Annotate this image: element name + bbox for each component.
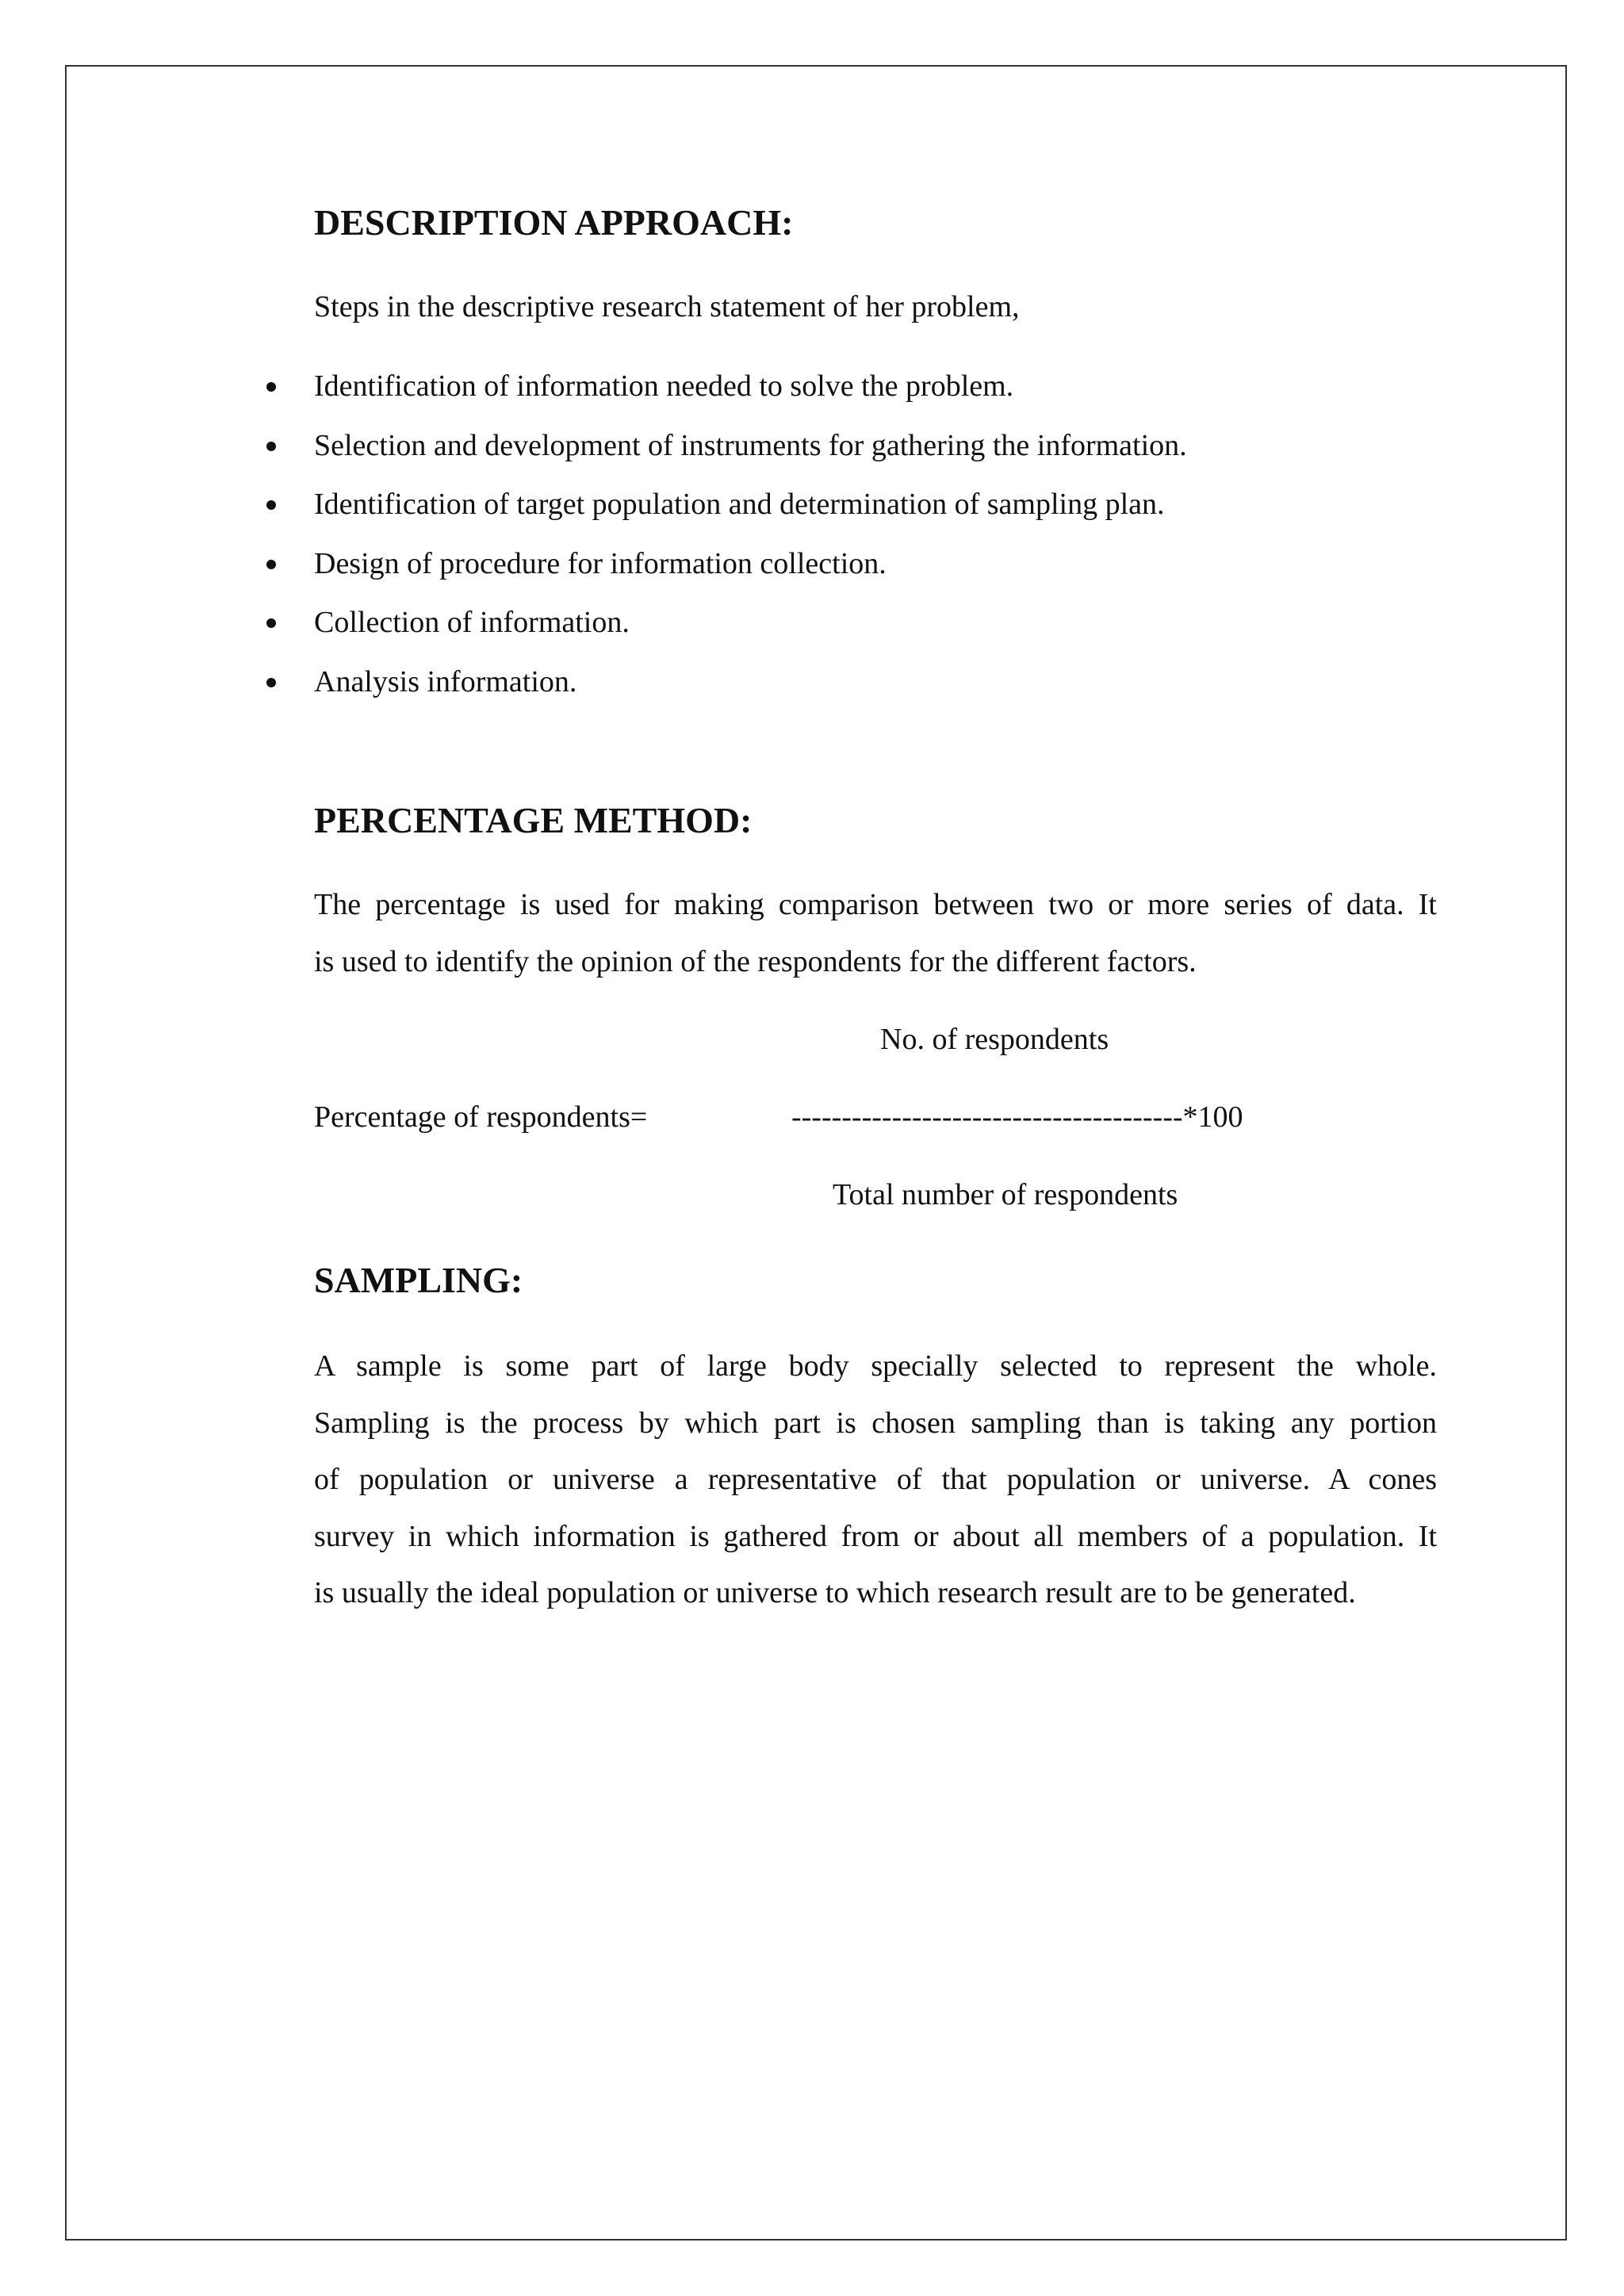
paragraph-line: is usually the ideal population or universe to which research result are to be generated. [314,1576,1356,1609]
list-item-text: Analysis information. [314,664,577,698]
paragraph-line: Sampling is the process by which part is chosen sampling than is taking any portion [314,1406,1437,1440]
paragraph-line: survey in which information is gathered from or about all members of a population. It [314,1519,1437,1553]
sampling-paragraph [314,1338,1437,1622]
list-item-text: Identification of information needed to solve the problem. [314,369,1014,403]
list-item-text: Identification of target population and determination of sampling plan. [314,488,1165,521]
formula-fraction-line: ---------------------------------------*100 [791,1100,1243,1134]
description-approach-heading: DESCRIPTION APPROACH: [314,202,794,243]
bullet-icon [266,442,276,451]
list-item-text: Design of procedure for information collection. [314,546,887,580]
paragraph-line: of population or universe a representative of that population or universe. A cones [314,1463,1437,1496]
paragraph-line: is used to identify the opinion of the respondents for the different factors. [314,944,1197,978]
formula-denominator: Total number of respondents [833,1178,1178,1211]
bullet-icon [266,618,276,628]
list-item-text: Collection of information. [314,606,630,639]
percentage-paragraph [314,877,1437,990]
bullet-icon [266,500,276,510]
list-item-text: Selection and development of instruments for gathering the information. [314,428,1187,462]
description-intro: Steps in the descriptive research statement of her problem, [314,290,1020,323]
bullet-icon [266,382,276,392]
formula-numerator: No. of respondents [880,1023,1109,1056]
percentage-method-heading: PERCENTAGE METHOD: [314,800,753,840]
formula-label: Percentage of respondents= [314,1100,648,1134]
paragraph-line: A sample is some part of large body specially selected to represent the whole. [314,1349,1437,1383]
paragraph-line: The percentage is used for making comparison between two or more series of data. It [314,888,1437,921]
bullet-icon [266,560,276,569]
bullet-icon [266,678,276,687]
sampling-heading: SAMPLING: [314,1260,523,1300]
